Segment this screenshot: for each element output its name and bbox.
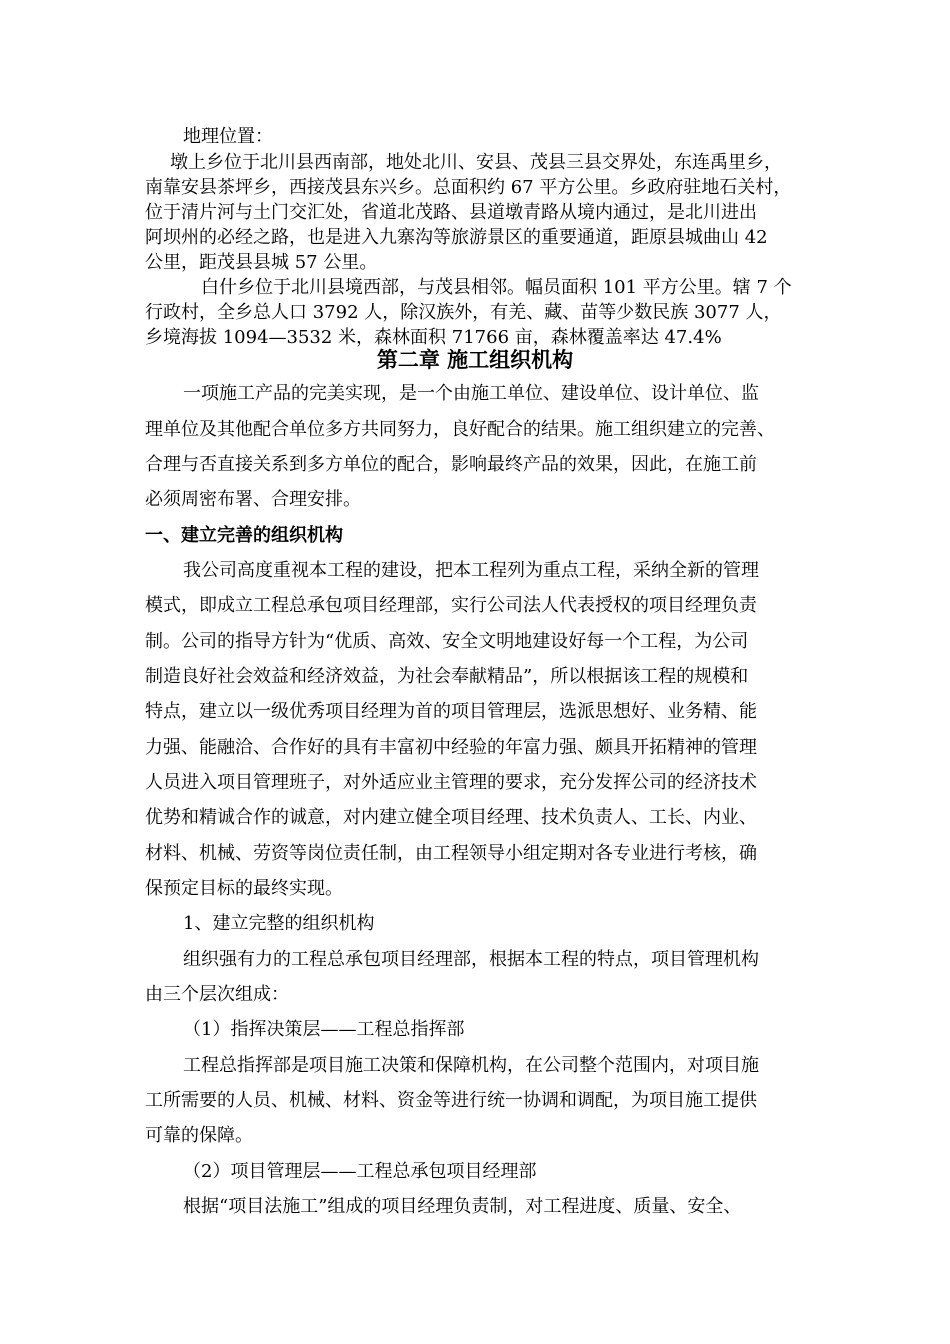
- section-body-line: 力强、能融洽、合作好的具有丰富初中经验的年富力强、颇具开拓精神的管理: [145, 737, 757, 758]
- item-body-line: 工所需要的人员、机械、材料、资金等进行统一协调和调配，为项目施工提供: [145, 1090, 757, 1111]
- item-body-line: 根据“项目法施工”组成的项目经理负责制，对工程进度、质量、安全、: [183, 1196, 742, 1217]
- intro-line: 合理与否直接关系到多方单位的配合，影响最终产品的效果，因此，在施工前: [145, 454, 757, 475]
- intro-line: 必须周密布署、合理安排。: [145, 489, 361, 510]
- section-body-line: 制。公司的指导方针为“优质、高效、安全文明地建设好每一个工程，为公司: [145, 631, 749, 652]
- section-body-line: 材料、机械、劳资等岗位责任制，由工程领导小组定期对各专业进行考核，确: [145, 843, 757, 864]
- section-body-line: 模式，即成立工程总承包项目经理部，实行公司法人代表授权的项目经理负责: [145, 595, 757, 616]
- geo-p1-line: 阿坝州的必经之路，也是进入九寨沟等旅游景区的重要通道，距原县城曲山 42: [145, 227, 768, 248]
- section-body-line: 人员进入项目管理班子，对外适应业主管理的要求，充分发挥公司的经济技术: [145, 772, 757, 793]
- geo-p1-line: 公里，距茂县县城 57 公里。: [145, 252, 378, 273]
- subsection-body-line: 组织强有力的工程总承包项目经理部，根据本工程的特点，项目管理机构: [183, 949, 759, 970]
- section-body-line: 我公司高度重视本工程的建设，把本工程列为重点工程，采纳全新的管理: [183, 560, 759, 581]
- geo-p1-line: 南靠安县茶坪乡，西接茂县东兴乡。总面积约 67 平方公里。乡政府驻地石关村，: [145, 177, 792, 198]
- intro-line: 理单位及其他配合单位多方共同努力，良好配合的结果。施工组织建立的完善、: [145, 419, 775, 440]
- subsection-body-line: 由三个层次组成：: [145, 984, 289, 1005]
- chapter-title: 第二章 施工组织机构: [376, 347, 574, 372]
- geo-p2-line: 乡境海拔 1094—3532 米，森林面积 71766 亩，森林覆盖率达 47.4%: [145, 327, 722, 348]
- item-body-line: 可靠的保障。: [145, 1125, 253, 1146]
- geo-p2-line: 白什乡位于北川县境西部，与茂县相邻。幅员面积 101 平方公里。辖 7 个: [201, 277, 792, 298]
- item-heading: （1）指挥决策层——工程总指挥部: [183, 1019, 465, 1040]
- intro-line: 一项施工产品的完美实现，是一个由施工单位、建设单位、设计单位、监: [183, 383, 759, 404]
- section-heading: 一、建立完善的组织机构: [145, 525, 343, 546]
- section-body-line: 制造良好社会效益和经济效益，为社会奉献精品”，所以根据该工程的规模和: [145, 666, 749, 687]
- section-body-line: 优势和精诚合作的诚意，对内建立健全项目经理、技术负责人、工长、内业、: [145, 807, 757, 828]
- section-body-line: 保预定目标的最终实现。: [145, 878, 343, 899]
- item-heading: （2）项目管理层——工程总承包项目经理部: [183, 1161, 537, 1182]
- subsection-heading: 1、建立完整的组织机构: [183, 913, 375, 934]
- geo-p1-line: 墩上乡位于北川县西南部，地处北川、安县、茂县三县交界处，东连禹里乡，: [170, 152, 782, 173]
- item-body-line: 工程总指挥部是项目施工决策和保障机构，在公司整个范围内，对项目施: [183, 1055, 759, 1076]
- geo-p2-line: 行政村，全乡总人口 3792 人，除汉族外，有羌、藏、苗等少数民族 3077 人，: [145, 302, 782, 323]
- section-body-line: 特点，建立以一级优秀项目经理为首的项目管理层，选派思想好、业务精、能: [145, 701, 757, 722]
- geo-p1-line: 位于清片河与土门交汇处，省道北茂路、县道墩青路从境内通过，是北川进出: [145, 202, 757, 223]
- geo-heading: 地理位置：: [183, 126, 273, 147]
